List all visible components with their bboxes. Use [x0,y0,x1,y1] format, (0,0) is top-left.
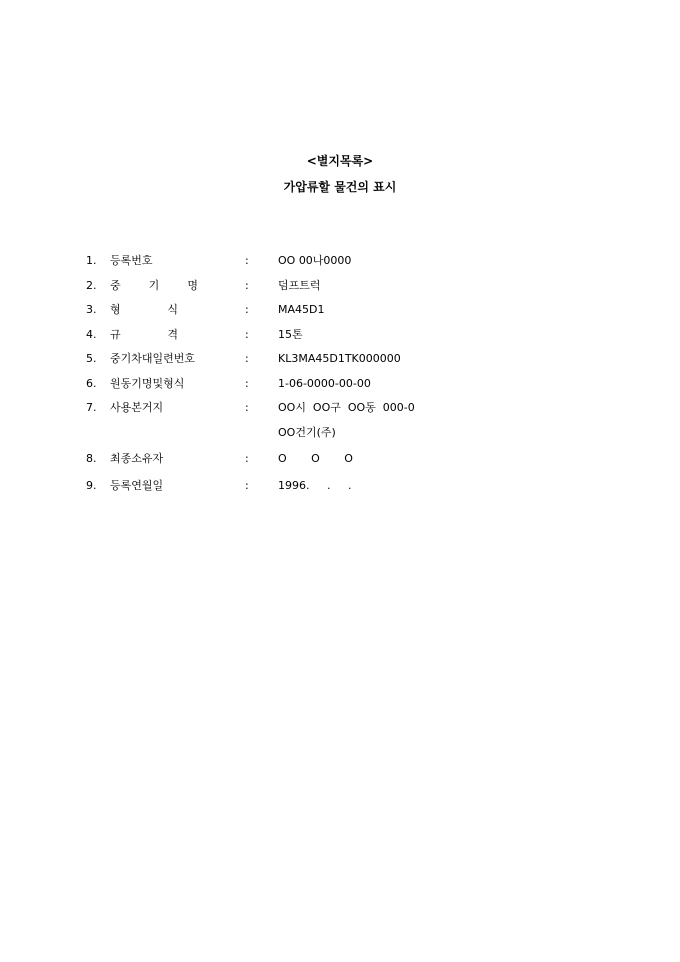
item-value: OO건기(주) [278,425,336,439]
item-label [110,301,178,319]
item-colon: : [245,376,249,390]
item-chassis-serial [0,350,680,375]
item-label [110,477,238,495]
item-machine-name [0,277,680,302]
item-label-part: 격 [167,327,178,341]
item-label-part: 등록연월일 [110,478,164,492]
item-label [110,375,238,393]
item-label [110,450,238,468]
page-subtitle: 가압류할 물건의 표시 [283,180,397,194]
item-value: KL3MA45D1TK000000 [278,352,401,365]
item-label [110,350,238,368]
item-label-part: 기 [148,278,160,292]
document-header [0,152,680,196]
item-registration-date [0,477,680,502]
item-value: OO 00나0000 [278,254,352,267]
item-label-part: 중 [110,278,121,292]
item-label-part: 중기차대일련번호 [110,352,196,365]
item-label [110,252,238,270]
item-base-location [0,399,680,424]
item-list [0,252,680,501]
item-label-part: 사용본거지 [110,401,164,414]
item-colon: : [245,478,249,492]
item-label-part: 규 [110,327,121,341]
item-number: 3. [86,303,97,316]
item-model [0,301,680,326]
item-number: 1. [86,254,97,267]
item-label-part: 등록번호 [110,254,153,267]
item-colon: : [245,327,249,341]
item-colon: : [245,352,249,365]
item-value: 15톤 [278,327,303,341]
item-value: O O O [278,452,353,465]
item-number: 9. [86,478,97,492]
item-engine-model [0,375,680,400]
item-colon: : [245,452,249,465]
item-number: 5. [86,352,97,365]
item-colon: : [245,254,249,267]
item-label [110,399,238,417]
item-colon: : [245,278,249,292]
item-label-part: 형 [110,303,121,316]
item-label-part: 원동기명및형식 [110,376,185,390]
item-specification [0,326,680,351]
item-label-part: 명 [187,278,198,292]
item-value: 1996. . . [278,478,352,492]
item-colon: : [245,401,249,414]
item-label-part: 식 [167,303,178,316]
item-number: 7. [86,401,97,414]
item-value: OO시 OO구 OO동 000-0 [278,401,415,414]
item-value: 1-06-0000-00-00 [278,376,371,390]
item-value: MA45D1 [278,303,325,316]
item-base-location-continued [0,424,680,449]
item-number: 2. [86,278,97,292]
item-registration-number [0,252,680,277]
page-title: <별지목록> [306,154,374,168]
item-label [110,326,178,344]
item-label [110,277,198,295]
item-number: 8. [86,452,97,465]
item-final-owner [0,450,680,475]
item-number: 6. [86,376,97,390]
item-label-part: 최종소유자 [110,452,164,465]
item-colon: : [245,303,249,316]
item-value: 덤프트럭 [278,278,321,292]
item-number: 4. [86,327,97,341]
